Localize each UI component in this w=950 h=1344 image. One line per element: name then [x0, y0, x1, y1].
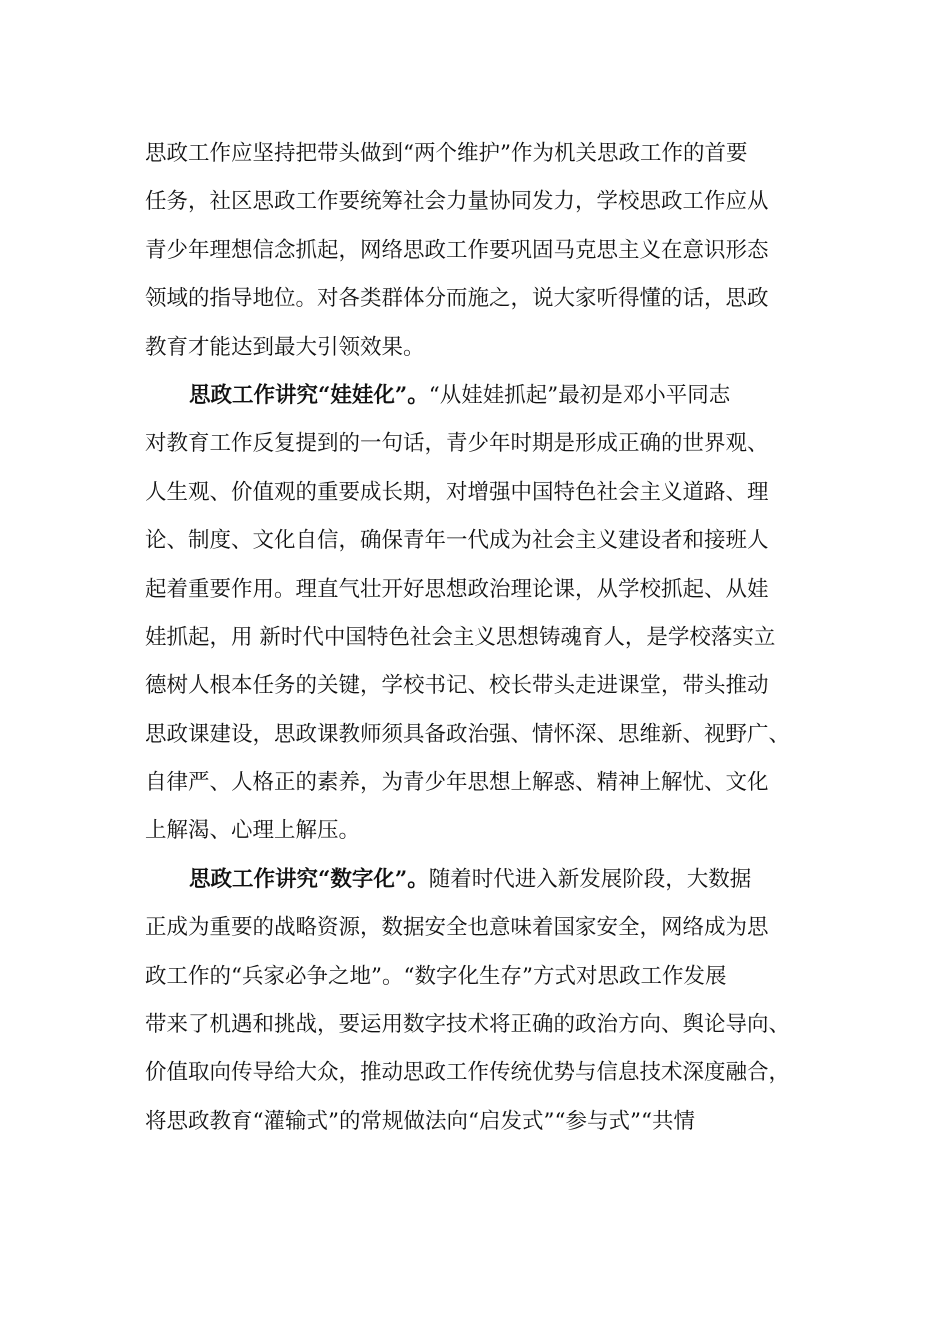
- paragraph-first-line-text: 随着时代进入新发展阶段，大数据: [428, 866, 752, 892]
- text-line: 对教育工作反复提到的一句话，青少年时期是形成正确的世界观、: [145, 431, 769, 457]
- paragraph-3: [145, 856, 807, 1146]
- text-line: 自律严、人格正的素养，为青少年思想上解惑、精神上解忧、文化: [145, 770, 769, 796]
- text-line: 教育才能达到最大引领效果。: [145, 334, 425, 360]
- text-line: 价值取向传导给大众，推动思政工作传统优势与信息技术深度融合，: [145, 1060, 791, 1086]
- paragraph-heading: 思政工作讲究“数字化”。: [189, 866, 429, 892]
- paragraph-first-line: [145, 856, 807, 904]
- text-line: 娃抓起，用 新时代中国特色社会主义思想铸魂育人，是学校落实立: [145, 624, 776, 650]
- text-line: 将思政教育“灌输式”的常规做法向“启发式”“参与式”“共情: [145, 1108, 695, 1134]
- text-line: 论、制度、文化自信，确保青年一代成为社会主义建设者和接班人: [145, 528, 769, 554]
- text-line: 带来了机遇和挑战，要运用数字技术将正确的政治方向、舆论导向、: [145, 1012, 791, 1038]
- text-line: 领域的指导地位。对各类群体分而施之，说大家听得懂的话，思政: [145, 286, 769, 312]
- text-line: 上解渴、心理上解压。: [145, 818, 361, 844]
- text-line: 人生观、价值观的重要成长期，对增强中国特色社会主义道路、理: [145, 479, 769, 505]
- text-line: 德树人根本任务的关键，学校书记、校长带头走进课堂，带头推动: [145, 673, 769, 699]
- paragraph-2: [145, 372, 807, 856]
- paragraph-1: [145, 130, 807, 372]
- text-line: 思政课建设，思政课教师须具备政治强、情怀深、思维新、视野广、: [145, 721, 791, 747]
- paragraph-first-line: [145, 372, 807, 420]
- document-body: [145, 130, 807, 1146]
- text-line: 政工作的“兵家必争之地”。“数字化生存”方式对思政工作发展: [145, 963, 727, 989]
- text-line: 起着重要作用。理直气壮开好思想政治理论课，从学校抓起、从娃: [145, 576, 769, 602]
- text-line: 任务，社区思政工作要统筹社会力量协同发力，学校思政工作应从: [145, 189, 769, 215]
- paragraph-heading: 思政工作讲究“娃娃化”。: [189, 382, 429, 408]
- text-line: 正成为重要的战略资源，数据安全也意味着国家安全，网络成为思: [145, 915, 769, 941]
- text-line: 青少年理想信念抓起，网络思政工作要巩固马克思主义在意识形态: [145, 237, 769, 263]
- text-line: 思政工作应坚持把带头做到“两个维护”作为机关思政工作的首要: [145, 141, 748, 166]
- paragraph-first-line-text: “从娃娃抓起”最初是邓小平同志: [428, 382, 731, 408]
